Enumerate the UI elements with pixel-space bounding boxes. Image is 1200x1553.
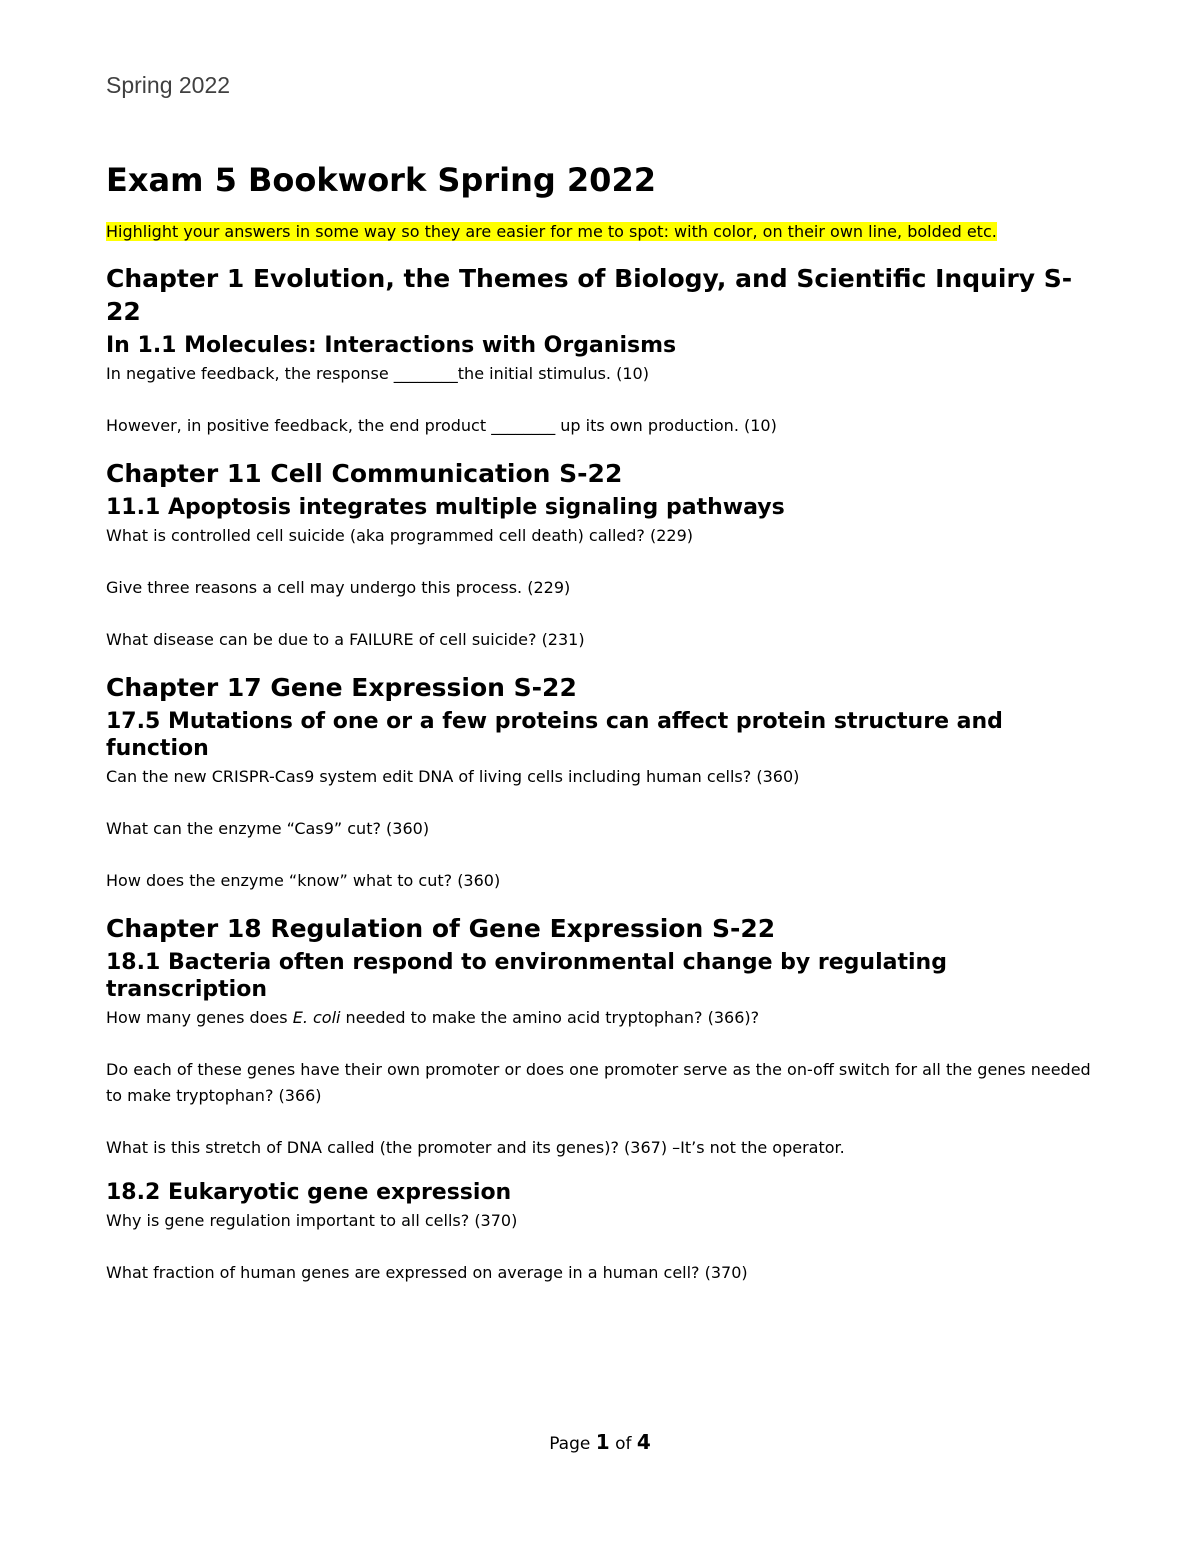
chapter-1-title: Chapter 1 Evolution, the Themes of Biology, and Scientific Inquiry S-22 bbox=[106, 264, 1073, 326]
question: What disease can be due to a FAILURE of cell suicide? (231) bbox=[106, 630, 585, 649]
page-number: 1 bbox=[595, 1430, 610, 1454]
section-18-1-title: 18.1 Bacteria often respond to environmental change by regulating transcription bbox=[106, 950, 947, 1002]
question: Do each of these genes have their own promoter or does one promoter serve as the on-off switch for all the genes needed to make tryptophan? (366) bbox=[106, 1060, 1091, 1105]
section-1-1-title: In 1.1 Molecules: Interactions with Organisms bbox=[106, 333, 677, 358]
question: Why is gene regulation important to all cells? (370) bbox=[106, 1211, 518, 1230]
question: What is this stretch of DNA called (the promoter and its genes)? (367) –It’s not the operator. bbox=[106, 1138, 845, 1157]
question: How does the enzyme “know” what to cut? (360) bbox=[106, 871, 501, 890]
page-header: Spring 2022 bbox=[106, 72, 231, 98]
highlighted-text: Highlight your answers in some way so they are easier for me to spot: with color, on their own line, bolded etc. bbox=[106, 222, 997, 241]
question: However, in positive feedback, the end product ________ up its own production. (10) bbox=[106, 416, 777, 435]
question: Give three reasons a cell may undergo this process. (229) bbox=[106, 578, 571, 597]
section-11-1-title: 11.1 Apoptosis integrates multiple signaling pathways bbox=[106, 495, 785, 520]
chapter-11-title: Chapter 11 Cell Communication S-22 bbox=[106, 459, 623, 488]
highlight-instruction bbox=[106, 220, 1096, 244]
page-total: 4 bbox=[636, 1430, 651, 1454]
question: What can the enzyme “Cas9” cut? (360) bbox=[106, 819, 430, 838]
chapter-17-title: Chapter 17 Gene Expression S-22 bbox=[106, 673, 577, 702]
question: Can the new CRISPR-Cas9 system edit DNA of living cells including human cells? (360) bbox=[106, 767, 800, 786]
section-17-5-title: 17.5 Mutations of one or a few proteins can affect protein structure and function bbox=[106, 709, 1003, 761]
page-footer bbox=[0, 1430, 1200, 1454]
of-label: of bbox=[615, 1434, 632, 1454]
question: In negative feedback, the response ________the initial stimulus. (10) bbox=[106, 364, 649, 383]
document-body bbox=[106, 160, 1096, 1312]
section-18-2-title: 18.2 Eukaryotic gene expression bbox=[106, 1180, 512, 1205]
document-title: Exam 5 Bookwork Spring 2022 bbox=[106, 161, 656, 199]
question: What fraction of human genes are expressed on average in a human cell? (370) bbox=[106, 1263, 748, 1282]
question: How many genes does E. coli needed to make the amino acid tryptophan? (366)? bbox=[106, 1008, 760, 1027]
chapter-18-title: Chapter 18 Regulation of Gene Expression S-22 bbox=[106, 914, 776, 943]
page-label: Page bbox=[549, 1434, 591, 1454]
question: What is controlled cell suicide (aka programmed cell death) called? (229) bbox=[106, 526, 693, 545]
